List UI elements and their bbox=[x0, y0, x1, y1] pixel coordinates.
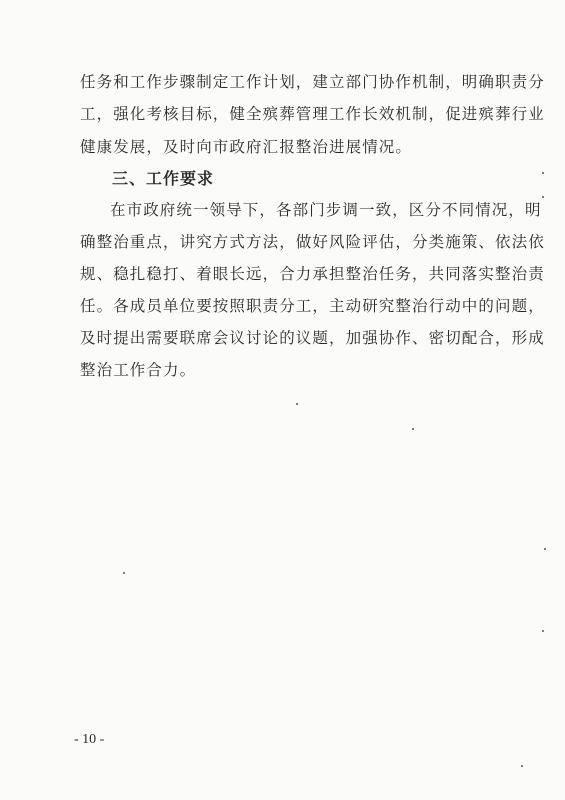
paragraph-line: 及时提出需要联席会议讨论的议题，加强协作、密切配合，形成 bbox=[80, 329, 545, 347]
scan-speck bbox=[296, 403, 298, 405]
scan-speck bbox=[542, 196, 544, 198]
paragraph-line: 工，强化考核目标，健全殡葬管理工作长效机制，促进殡葬行业 bbox=[80, 105, 545, 123]
paragraph-line: 在市政府统一领导下，各部门步调一致，区分不同情况，明 bbox=[110, 201, 542, 219]
page-number: - 10 - bbox=[74, 732, 105, 747]
paragraph-line: 确整治重点，讲究方式方法，做好风险评估，分类施策、依法依 bbox=[80, 233, 545, 251]
section-heading: 三、工作要求 bbox=[112, 169, 215, 188]
scan-speck bbox=[412, 428, 414, 430]
paragraph-line: 整治工作合力。 bbox=[80, 361, 197, 379]
paragraph-line: 任务和工作步骤制定工作计划，建立部门协作机制，明确职责分 bbox=[80, 73, 545, 91]
paragraph-line: 健康发展，及时向市政府汇报整治进展情况。 bbox=[80, 138, 413, 156]
paragraph-line: 规、稳扎稳打、着眼长远，合力承担整治任务，共同落实整治责 bbox=[80, 265, 545, 283]
scan-speck bbox=[521, 765, 523, 767]
scan-speck bbox=[542, 172, 544, 174]
scan-speck bbox=[123, 572, 125, 574]
scan-speck bbox=[544, 548, 546, 550]
scan-speck bbox=[542, 630, 544, 632]
paragraph-line: 任。各成员单位要按照职责分工，主动研究整治行动中的问题， bbox=[80, 297, 545, 315]
